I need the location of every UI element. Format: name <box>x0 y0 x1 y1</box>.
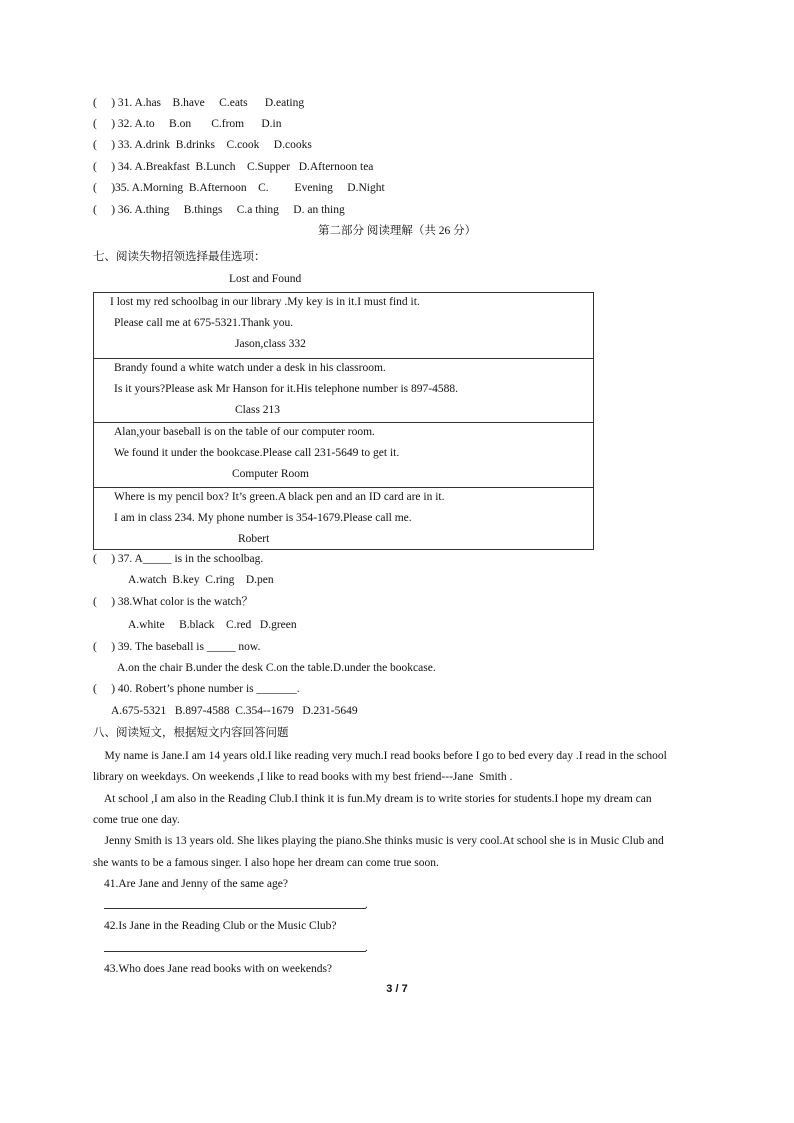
notice-cell <box>94 293 593 358</box>
notice-signature: Jason,class 332 <box>235 338 306 350</box>
part-heading: 第二部分 阅读理解（共 26 分） <box>318 225 477 237</box>
question-39: ( ) 39. The baseball is _____ now. <box>93 641 261 653</box>
notice-signature: Computer Room <box>232 468 309 480</box>
question-33: ( ) 33. A.drink B.drinks C.cook D.cooks <box>93 139 312 151</box>
notice-line: Where is my pencil box? It’s green.A black pen and an ID card are in it. <box>114 491 445 503</box>
question-37: ( ) 37. A_____ is in the schoolbag. <box>93 553 264 565</box>
question-36: ( ) 36. A.thing B.things C.a thing D. an thing <box>93 204 345 216</box>
notice-line: Brandy found a white watch under a desk in his classroom. <box>114 362 386 374</box>
notice-title: Lost and Found <box>229 273 302 285</box>
question-32: ( ) 32. A.to B.on C.from D.in <box>93 118 282 130</box>
passage-line: Jenny Smith is 13 years old. She likes playing the piano.She thinks music is very cool.At school she is in Music Club and <box>93 835 664 847</box>
question-40-options: A.675-5321 B.897-4588 C.354--1679 D.231-5649 <box>111 705 358 717</box>
notice-cell <box>94 422 593 488</box>
section-8-heading: 八、阅读短文，根据短文内容回答问题 <box>93 727 289 739</box>
notice-signature: Robert <box>238 533 270 545</box>
answer-period: . <box>365 899 368 911</box>
passage-line: My name is Jane.I am 14 years old.I like reading very much.I read books before I go to bed every day .I read in the school <box>93 750 667 762</box>
question-38-options: A.white B.black C.red D.green <box>128 619 297 631</box>
question-39-options: A.on the chair B.under the desk C.on the table.D.under the bookcase. <box>117 662 436 674</box>
question-31: ( ) 31. A.has B.have C.eats D.eating <box>93 97 305 109</box>
answer-line-41[interactable] <box>104 908 366 909</box>
section-7-heading: 七、阅读失物招领选择最佳选项： <box>93 251 266 263</box>
question-41: 41.Are Jane and Jenny of the same age? <box>104 878 288 890</box>
passage-line: she wants to be a famous singer. I also hope her dream can come true soon. <box>93 857 439 869</box>
question-43: 43.Who does Jane read books with on weekends? <box>104 963 333 975</box>
notice-signature: Class 213 <box>235 404 281 416</box>
notice-cell <box>94 487 593 550</box>
notice-line: I lost my red schoolbag in our library .My key is in it.I must find it. <box>110 296 420 308</box>
question-37-options: A.watch B.key C.ring D.pen <box>128 574 274 586</box>
notice-line: Is it yours?Please ask Mr Hanson for it.His telephone number is 897-4588. <box>114 383 458 395</box>
question-35: ( )35. A.Morning B.Afternoon C. Evening D.Night <box>93 182 385 194</box>
notice-cell <box>94 358 593 423</box>
passage-line: At school ,I am also in the Reading Club.I think it is fun.My dream is to write stories for students.I hope my dream can <box>93 793 652 805</box>
notice-line: I am in class 234. My phone number is 354-1679.Please call me. <box>114 512 412 524</box>
question-40: ( ) 40. Robert’s phone number is _______. <box>93 683 300 695</box>
answer-line-42[interactable] <box>104 951 366 952</box>
notice-line: Please call me at 675-5321.Thank you. <box>114 317 294 329</box>
notice-line: We found it under the bookcase.Please call 231-5649 to get it. <box>114 447 400 459</box>
answer-period: . <box>365 942 368 954</box>
passage-line: library on weekdays. On weekends ,I like to read books with my best friend---Jane Smith . <box>93 771 513 783</box>
lost-and-found-table <box>93 292 594 550</box>
page-number: 3 / 7 <box>386 983 408 995</box>
question-42: 42.Is Jane in the Reading Club or the Music Club? <box>104 920 337 932</box>
question-34: ( ) 34. A.Breakfast B.Lunch C.Supper D.Afternoon tea <box>93 161 374 173</box>
question-38: ( ) 38.What color is the watch？ <box>93 596 253 608</box>
passage-line: come true one day. <box>93 814 180 826</box>
notice-line: Alan,your baseball is on the table of our computer room. <box>114 426 375 438</box>
